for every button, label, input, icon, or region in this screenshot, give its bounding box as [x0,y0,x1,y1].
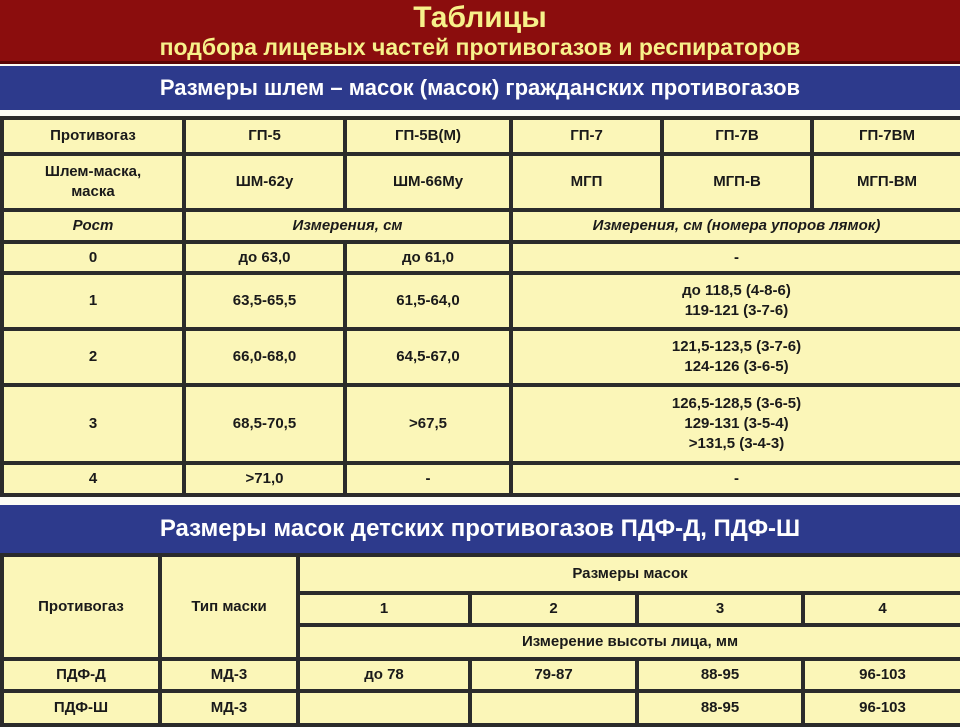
table-row [2,242,960,273]
value-cell: 121,5-123,5 (3-7-6) 124-126 (3-6-5) [511,329,960,385]
value-cell: 96-103 [803,659,960,691]
mask-cell: МГП-ВМ [812,154,960,210]
size-number-cell: 1 [298,593,470,625]
value-cell: до 61,0 [345,242,511,273]
size-cell: 0 [2,242,184,273]
page-subtitle: подбора лицевых частей противогазов и респираторов [159,34,801,60]
value-cell: 126,5-128,5 (3-6-5) 129-131 (3-5-4) >131,5 (3-4-3) [511,385,960,463]
page-title: Таблицы [413,1,547,34]
value-cell: 68,5-70,5 [184,385,345,463]
size-number-cell: 3 [637,593,803,625]
gasmask-cell: ГП-5 [184,118,345,154]
children-mask-size-table [0,553,960,727]
column-header-gasmask: Противогаз [2,555,160,659]
mask-type-cell: МД-3 [160,659,298,691]
value-cell: - [511,463,960,495]
table-row [2,555,960,593]
table-row [2,118,960,154]
gasmask-cell: ПДФ-Д [2,659,160,691]
value-cell: - [345,463,511,495]
mask-cell: ШМ-62у [184,154,345,210]
value-cell: 61,5-64,0 [345,273,511,329]
value-cell: 96-103 [803,691,960,725]
column-header-measure-straps: Измерения, см (номера упоров лямок) [511,210,960,242]
value-cell: 63,5-65,5 [184,273,345,329]
table-row [2,154,960,210]
section-heading-children: Размеры масок детских противогазов ПДФ-Д, ПДФ-Ш [0,505,960,553]
column-header-height: Рост [2,210,184,242]
gasmask-cell: ГП-5В(М) [345,118,511,154]
value-cell: до 118,5 (4-8-6) 119-121 (3-7-6) [511,273,960,329]
mask-cell: ШМ-66Му [345,154,511,210]
column-header-face-height: Измерение высоты лица, мм [298,625,960,659]
section-heading-civil: Размеры шлем – масок (масок) гражданских противогазов [0,66,960,110]
size-number-cell: 2 [470,593,637,625]
table-row [2,659,960,691]
column-header-measure-cm: Измерения, см [184,210,511,242]
mask-cell: МГП-В [662,154,812,210]
title-banner [0,0,960,64]
row-label-gasmask: Противогаз [2,118,184,154]
value-cell: >71,0 [184,463,345,495]
size-cell: 3 [2,385,184,463]
size-cell: 2 [2,329,184,385]
table-row [2,329,960,385]
size-number-cell: 4 [803,593,960,625]
civil-gasmask-size-table [0,116,960,497]
column-header-mask-sizes: Размеры масок [298,555,960,593]
mask-cell: МГП [511,154,662,210]
gasmask-cell: ПДФ-Ш [2,691,160,725]
gasmask-cell: ГП-7В [662,118,812,154]
table-row [2,273,960,329]
table-row [2,385,960,463]
column-header-mask-type: Тип маски [160,555,298,659]
value-cell: >67,5 [345,385,511,463]
gasmask-cell: ГП-7 [511,118,662,154]
value-cell: до 78 [298,659,470,691]
size-cell: 4 [2,463,184,495]
mask-type-cell: МД-3 [160,691,298,725]
value-cell: 64,5-67,0 [345,329,511,385]
value-cell: 66,0-68,0 [184,329,345,385]
size-cell: 1 [2,273,184,329]
row-label-mask: Шлем-маска, маска [2,154,184,210]
value-cell: - [511,242,960,273]
value-cell: 79-87 [470,659,637,691]
value-cell: до 63,0 [184,242,345,273]
gasmask-cell: ГП-7ВМ [812,118,960,154]
table-row [2,463,960,495]
value-cell: 88-95 [637,659,803,691]
value-cell: 88-95 [637,691,803,725]
table-row [2,210,960,242]
